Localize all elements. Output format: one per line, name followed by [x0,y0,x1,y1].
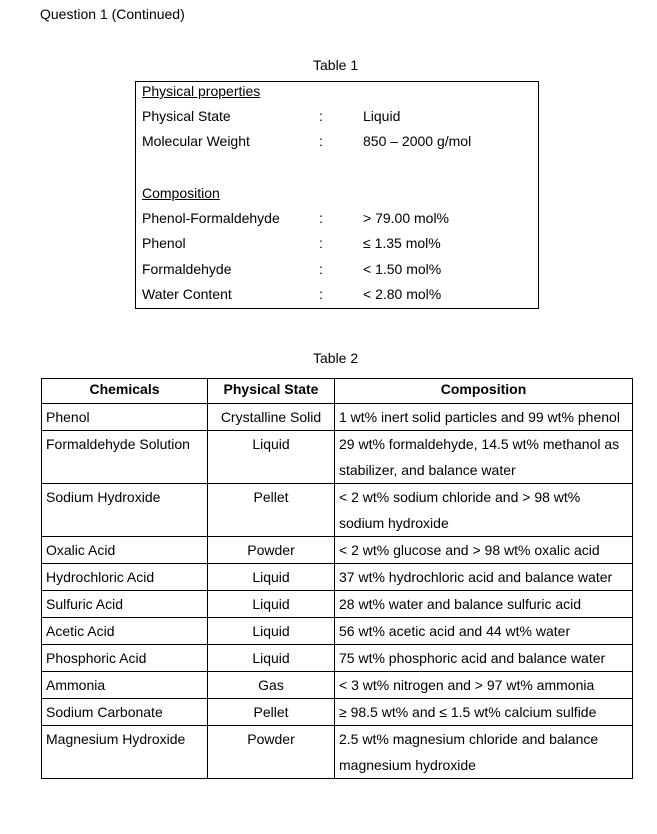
colon: : [319,235,323,251]
table-row [42,431,633,484]
state-cell: Powder [208,726,335,779]
state-cell: Pellet [208,484,335,537]
state-cell: Liquid [208,591,335,618]
composition-cell: 75 wt% phosphoric acid and balance water [335,645,633,672]
phenol-formaldehyde-label: Phenol-Formaldehyde [142,210,280,226]
composition-cell: < 2 wt% sodium chloride and > 98 wt% sodium hydroxide [335,484,633,537]
composition-cell: 1 wt% inert solid particles and 99 wt% phenol [335,404,633,431]
chemical-cell: Acetic Acid [42,618,208,645]
physical-state-value: Liquid [363,108,401,124]
table2 [41,378,633,779]
state-cell: Pellet [208,699,335,726]
state-cell: Gas [208,672,335,699]
table-row [42,645,633,672]
chemical-cell: Formaldehyde Solution [42,431,208,484]
table-row [42,591,633,618]
header-chemicals: Chemicals [42,379,208,404]
composition-cell: < 3 wt% nitrogen and > 97 wt% ammonia [335,672,633,699]
table-header-row [42,379,633,404]
table-row [42,564,633,591]
chemical-cell: Sodium Hydroxide [42,484,208,537]
table-row [42,618,633,645]
chemical-cell: Sodium Carbonate [42,699,208,726]
state-cell: Liquid [208,431,335,484]
page-heading: Question 1 (Continued) [40,6,185,22]
table1-box [135,81,539,309]
table-row [42,699,633,726]
table1-caption: Table 1 [313,57,359,73]
phenol-value: ≤ 1.35 mol% [363,235,441,251]
chemical-cell: Oxalic Acid [42,537,208,564]
composition-cell: 28 wt% water and balance sulfuric acid [335,591,633,618]
formaldehyde-value: < 1.50 mol% [363,261,442,277]
table-row [42,404,633,431]
formaldehyde-label: Formaldehyde [142,261,232,277]
state-cell: Liquid [208,618,335,645]
composition-cell: < 2 wt% glucose and > 98 wt% oxalic acid [335,537,633,564]
composition-cell: 2.5 wt% magnesium chloride and balance magnesium hydroxide [335,726,633,779]
table-row [42,726,633,779]
phenol-formaldehyde-value: > 79.00 mol% [363,210,449,226]
physical-properties-header: Physical properties [142,83,261,99]
state-cell: Liquid [208,645,335,672]
chemical-cell: Ammonia [42,672,208,699]
composition-cell: 29 wt% formaldehyde, 14.5 wt% methanol as stabilizer, and balance water [335,431,633,484]
colon: : [319,133,323,149]
composition-cell: ≥ 98.5 wt% and ≤ 1.5 wt% calcium sulfide [335,699,633,726]
molecular-weight-value: 850 – 2000 g/mol [363,133,472,149]
table-row [42,537,633,564]
molecular-weight-label: Molecular Weight [142,133,250,149]
table-row [42,484,633,537]
colon: : [319,261,323,277]
chemical-cell: Sulfuric Acid [42,591,208,618]
colon: : [319,210,323,226]
header-physical-state: Physical State [208,379,335,404]
phenol-label: Phenol [142,235,186,251]
chemical-cell: Phenol [42,404,208,431]
colon: : [319,286,323,302]
composition-header: Composition [142,185,220,201]
state-cell: Crystalline Solid [208,404,335,431]
physical-state-label: Physical State [142,108,231,124]
state-cell: Liquid [208,564,335,591]
table2-caption: Table 2 [313,350,359,366]
water-content-value: < 2.80 mol% [363,286,442,302]
chemical-cell: Phosphoric Acid [42,645,208,672]
composition-cell: 37 wt% hydrochloric acid and balance water [335,564,633,591]
chemical-cell: Hydrochloric Acid [42,564,208,591]
water-content-label: Water Content [142,286,232,302]
table-row [42,672,633,699]
header-composition: Composition [335,379,633,404]
composition-cell: 56 wt% acetic acid and 44 wt% water [335,618,633,645]
state-cell: Powder [208,537,335,564]
colon: : [319,108,323,124]
chemical-cell: Magnesium Hydroxide [42,726,208,779]
